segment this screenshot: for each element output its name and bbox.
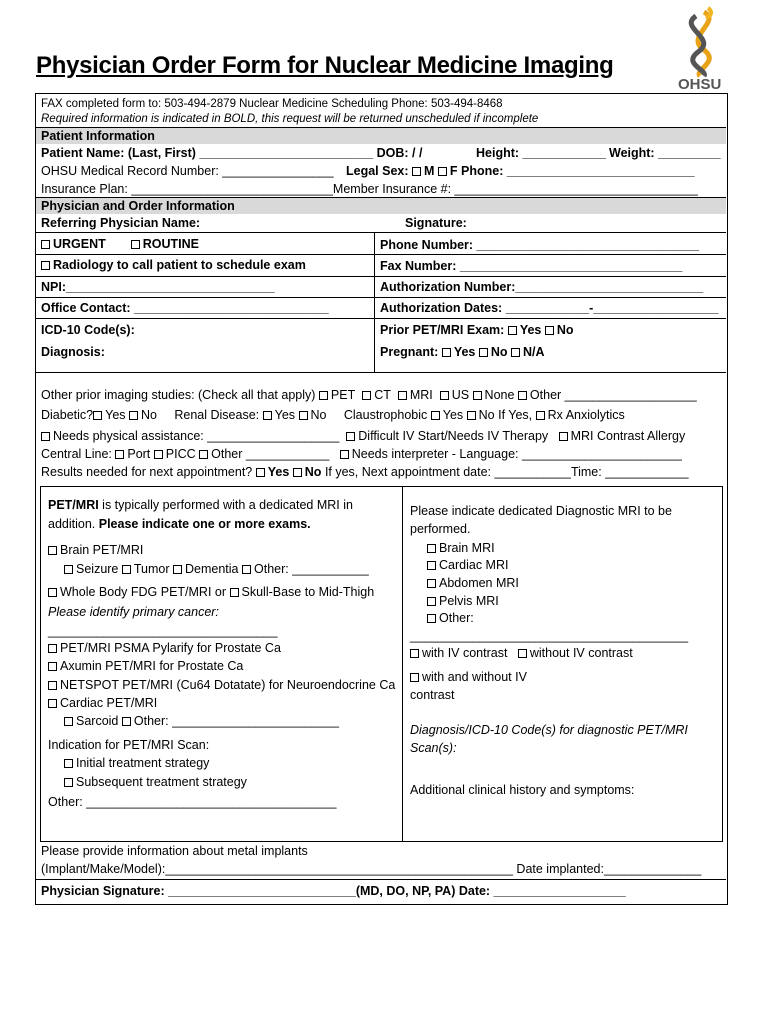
skull-base-checkbox[interactable] (230, 588, 239, 597)
prior-exam-label: Prior PET/MRI Exam: (380, 323, 505, 337)
picc-checkbox[interactable] (154, 450, 163, 459)
allergy-checkbox[interactable] (559, 432, 568, 441)
cardiac-other-label[interactable]: Other: ________________________ (133, 714, 339, 728)
us-checkbox[interactable] (440, 391, 449, 400)
without-iv-checkbox[interactable] (518, 649, 527, 658)
abdomen-mri-checkbox[interactable] (427, 579, 436, 588)
preg-no-label: No (490, 345, 508, 359)
renal-label: Renal Disease: (174, 408, 260, 422)
claustro-label: Claustrophobic (343, 408, 428, 422)
routine-checkbox[interactable] (131, 240, 140, 249)
line-other-label[interactable]: Other ____________ (211, 447, 330, 461)
with-without-label: with and without IV (422, 670, 527, 684)
cardiac-pet-checkbox[interactable] (48, 699, 57, 708)
legal-sex-label: Legal Sex: (346, 164, 409, 178)
phone-field[interactable]: Phone: ___________________________ (461, 164, 695, 178)
signature-label[interactable]: Signature: (405, 216, 467, 230)
skull-base-label: Skull-Base to Mid-Thigh (241, 585, 375, 599)
axumin-label: Axumin PET/MRI for Prostate Ca (60, 659, 244, 673)
brain-pet-checkbox[interactable] (48, 546, 57, 555)
mrn-field[interactable]: OHSU Medical Record Number: ________________ (41, 164, 334, 178)
diabetic-yes-checkbox[interactable] (93, 411, 102, 420)
none-label: None (484, 388, 515, 402)
allergy-label: MRI Contrast Allergy (570, 429, 686, 443)
renal-yes-label: Yes (274, 408, 296, 422)
preg-na-checkbox[interactable] (511, 348, 520, 357)
dementia-checkbox[interactable] (173, 565, 182, 574)
initial-label: Initial treatment strategy (76, 756, 210, 770)
picc-label: PICC (165, 447, 196, 461)
preg-yes-checkbox[interactable] (442, 348, 451, 357)
assist-label[interactable]: Needs physical assistance: ___________________ (53, 429, 340, 443)
patient-name-dob[interactable]: Patient Name: (Last, First) _________________________ DOB: / / (41, 146, 423, 160)
assist-checkbox[interactable] (41, 432, 50, 441)
results-no-checkbox[interactable] (293, 468, 302, 477)
prior-no-checkbox[interactable] (545, 326, 554, 335)
axumin-checkbox[interactable] (48, 662, 57, 671)
auth-dates[interactable]: Authorization Dates: ____________-__________________ (380, 301, 719, 315)
primary-cancer-field[interactable]: _________________________________ (48, 624, 278, 638)
weight-field[interactable]: Weight: _________ (609, 146, 721, 160)
netspot-checkbox[interactable] (48, 681, 57, 690)
rx-checkbox[interactable] (536, 411, 545, 420)
npi-field[interactable]: NPI:______________________________ (41, 280, 275, 294)
ct-label: CT (374, 388, 391, 402)
patient-info-header: Patient Information (36, 128, 726, 144)
ohsu-helix-icon (670, 6, 732, 78)
other-label[interactable]: Other ___________________ (529, 388, 697, 402)
physician-info-header: Physician and Order Information (36, 198, 726, 214)
subsequent-label: Subsequent treatment strategy (76, 775, 247, 789)
claustro-yes-checkbox[interactable] (431, 411, 440, 420)
logo-text: OHSU (678, 76, 722, 93)
mri-other-checkbox[interactable] (427, 614, 436, 623)
height-field[interactable]: Height: ____________ (476, 146, 606, 160)
radiology-call-label: Radiology to call patient to schedule exam (53, 258, 306, 272)
preg-no-checkbox[interactable] (479, 348, 488, 357)
pet-mri-intro: is typically performed with a dedicated MRI in (98, 498, 353, 512)
iv-checkbox[interactable] (346, 432, 355, 441)
diabetic-no-label: No (141, 408, 157, 422)
referring-physician[interactable]: Referring Physician Name: (41, 216, 201, 230)
indication-label: Indication for PET/MRI Scan: (48, 738, 210, 752)
next-appt-field[interactable]: If yes, Next appointment date: ___________Time: ____________ (324, 465, 689, 479)
without-iv-label: without IV contrast (529, 646, 633, 660)
pelvis-mri-label: Pelvis MRI (439, 594, 499, 608)
physician-signature[interactable]: Physician Signature: ___________________________(MD, DO, NP, PA) Date: ___________________ (41, 884, 626, 898)
sex-m-label: M (424, 164, 435, 178)
sex-m-checkbox[interactable] (412, 167, 421, 176)
sex-f-label: F (449, 164, 458, 178)
office-contact[interactable]: Office Contact: ____________________________ (41, 301, 329, 315)
netspot-label: NETSPOT PET/MRI (Cu64 Dotatate) for Neuroendocrine Ca (60, 678, 396, 692)
implants-field[interactable]: (Implant/Make/Model):__________________________________________________ Date implanted:______________ (41, 862, 702, 876)
renal-no-label: No (310, 408, 327, 422)
seizure-label: Seizure (76, 562, 119, 576)
auth-number[interactable]: Authorization Number:___________________________ (380, 280, 704, 294)
prior-no-label: No (556, 323, 574, 337)
page-title: Physician Order Form for Nuclear Medicine Imaging (36, 52, 614, 79)
diabetic-yes-label: Yes (105, 408, 126, 422)
insurance-line[interactable]: Insurance Plan: _____________________________Member Insurance #: ___________________________________ (41, 182, 698, 196)
seizure-checkbox[interactable] (64, 565, 73, 574)
implants-label: Please provide information about metal implants (41, 844, 308, 858)
primary-cancer-label: Please identify primary cancer: (48, 605, 219, 619)
contrast-label: contrast (410, 688, 455, 702)
cardiac-mri-checkbox[interactable] (427, 561, 436, 570)
sex-f-checkbox[interactable] (438, 167, 447, 176)
pet-mri-intro2: addition. (48, 517, 99, 531)
cardiac-mri-label: Cardiac MRI (439, 558, 509, 572)
claustro-yes-label: Yes (442, 408, 464, 422)
diabetic-label: Diabetic? (41, 408, 94, 422)
cardiac-other-checkbox[interactable] (122, 717, 131, 726)
brain-mri-checkbox[interactable] (427, 544, 436, 553)
diagnosis-field[interactable]: Diagnosis: (41, 345, 105, 359)
radiology-call-checkbox[interactable] (41, 261, 50, 270)
clinical-history-label: Additional clinical history and symptoms: (410, 783, 635, 797)
central-line-label: Central Line: (41, 447, 112, 461)
mri-label: MRI (409, 388, 433, 402)
dedicated-mri-label: Please indicate dedicated Diagnostic MRI to be (410, 504, 672, 518)
psma-checkbox[interactable] (48, 644, 57, 653)
urgent-label: URGENT (53, 237, 106, 251)
icd-codes[interactable]: ICD-10 Code(s): (41, 323, 135, 337)
renal-yes-checkbox[interactable] (263, 411, 272, 420)
indicate-exams: Please indicate one or more exams. (98, 517, 311, 531)
fax-line: FAX completed form to: 503-494-2879 Nuclear Medicine Scheduling Phone: 503-494-8468 (41, 98, 503, 110)
brain-other-label[interactable]: Other: ___________ (254, 562, 369, 576)
routine-label: ROUTINE (142, 237, 199, 251)
ohsu-logo (670, 6, 732, 96)
ct-checkbox[interactable] (362, 391, 371, 400)
dedicated-mri-label2: performed. (410, 522, 471, 536)
sarcoid-checkbox[interactable] (64, 717, 73, 726)
other-checkbox[interactable] (518, 391, 527, 400)
subsequent-checkbox[interactable] (64, 778, 73, 787)
results-no-label: No (304, 465, 322, 479)
results-yes-label: Yes (267, 465, 290, 479)
pregnant-label: Pregnant: (380, 345, 439, 359)
renal-no-checkbox[interactable] (299, 411, 308, 420)
diag-icd-label2: Scan(s): (410, 741, 457, 755)
legal-sex (346, 163, 695, 179)
claustro-no-checkbox[interactable] (467, 411, 476, 420)
with-without-checkbox[interactable] (410, 673, 419, 682)
indication-other[interactable]: Other: ____________________________________ (48, 795, 337, 809)
abdomen-mri-label: Abdomen MRI (439, 576, 519, 590)
whole-body-label: Whole Body FDG PET/MRI or (60, 585, 227, 599)
pet-checkbox[interactable] (319, 391, 328, 400)
rx-label: Rx Anxiolytics (547, 408, 625, 422)
pet-mri-intro-bold: PET/MRI (48, 498, 99, 512)
tumor-label: Tumor (133, 562, 170, 576)
required-note: Required information is indicated in BOLD, this request will be returned unscheduled if incomplete (41, 113, 539, 125)
preg-yes-label: Yes (453, 345, 476, 359)
urgent-checkbox[interactable] (41, 240, 50, 249)
with-iv-checkbox[interactable] (410, 649, 419, 658)
physician-fax[interactable]: Fax Number: ________________________________ (380, 259, 683, 273)
dementia-label: Dementia (185, 562, 239, 576)
diag-icd-label: Diagnosis/ICD-10 Code(s) for diagnostic PET/MRI (410, 723, 688, 737)
prior-yes-label: Yes (519, 323, 542, 337)
diabetic-no-checkbox[interactable] (129, 411, 138, 420)
port-checkbox[interactable] (115, 450, 124, 459)
initial-checkbox[interactable] (64, 759, 73, 768)
pelvis-mri-checkbox[interactable] (427, 597, 436, 606)
results-yes-checkbox[interactable] (256, 468, 265, 477)
whole-body-checkbox[interactable] (48, 588, 57, 597)
brain-other-checkbox[interactable] (242, 565, 251, 574)
cardiac-pet-label: Cardiac PET/MRI (60, 696, 158, 710)
interpreter-checkbox[interactable] (340, 450, 349, 459)
other-prior-label: Other prior imaging studies: (Check all that apply) (41, 388, 316, 402)
none-checkbox[interactable] (473, 391, 482, 400)
sarcoid-label: Sarcoid (76, 714, 119, 728)
physician-phone[interactable]: Phone Number: ________________________________ (380, 238, 699, 252)
mri-checkbox[interactable] (398, 391, 407, 400)
results-needed-label: Results needed for next appointment? (41, 465, 253, 479)
claustro-no-label: No If Yes, (478, 408, 533, 422)
pet-label: PET (330, 388, 356, 402)
brain-mri-label: Brain MRI (439, 541, 495, 555)
iv-label: Difficult IV Start/Needs IV Therapy (358, 429, 549, 443)
psma-label: PET/MRI PSMA Pylarify for Prostate Ca (60, 641, 281, 655)
interpreter-label[interactable]: Needs interpreter - Language: _______________________ (351, 447, 682, 461)
prior-yes-checkbox[interactable] (508, 326, 517, 335)
with-iv-label: with IV contrast (422, 646, 508, 660)
us-label: US (451, 388, 470, 402)
tumor-checkbox[interactable] (122, 565, 131, 574)
line-other-checkbox[interactable] (199, 450, 208, 459)
mri-other-field[interactable]: ________________________________________ (410, 629, 689, 643)
mri-other-label: Other: (439, 611, 474, 625)
port-label: Port (127, 447, 151, 461)
preg-na-label: N/A (523, 345, 545, 359)
brain-pet-label: Brain PET/MRI (60, 543, 144, 557)
